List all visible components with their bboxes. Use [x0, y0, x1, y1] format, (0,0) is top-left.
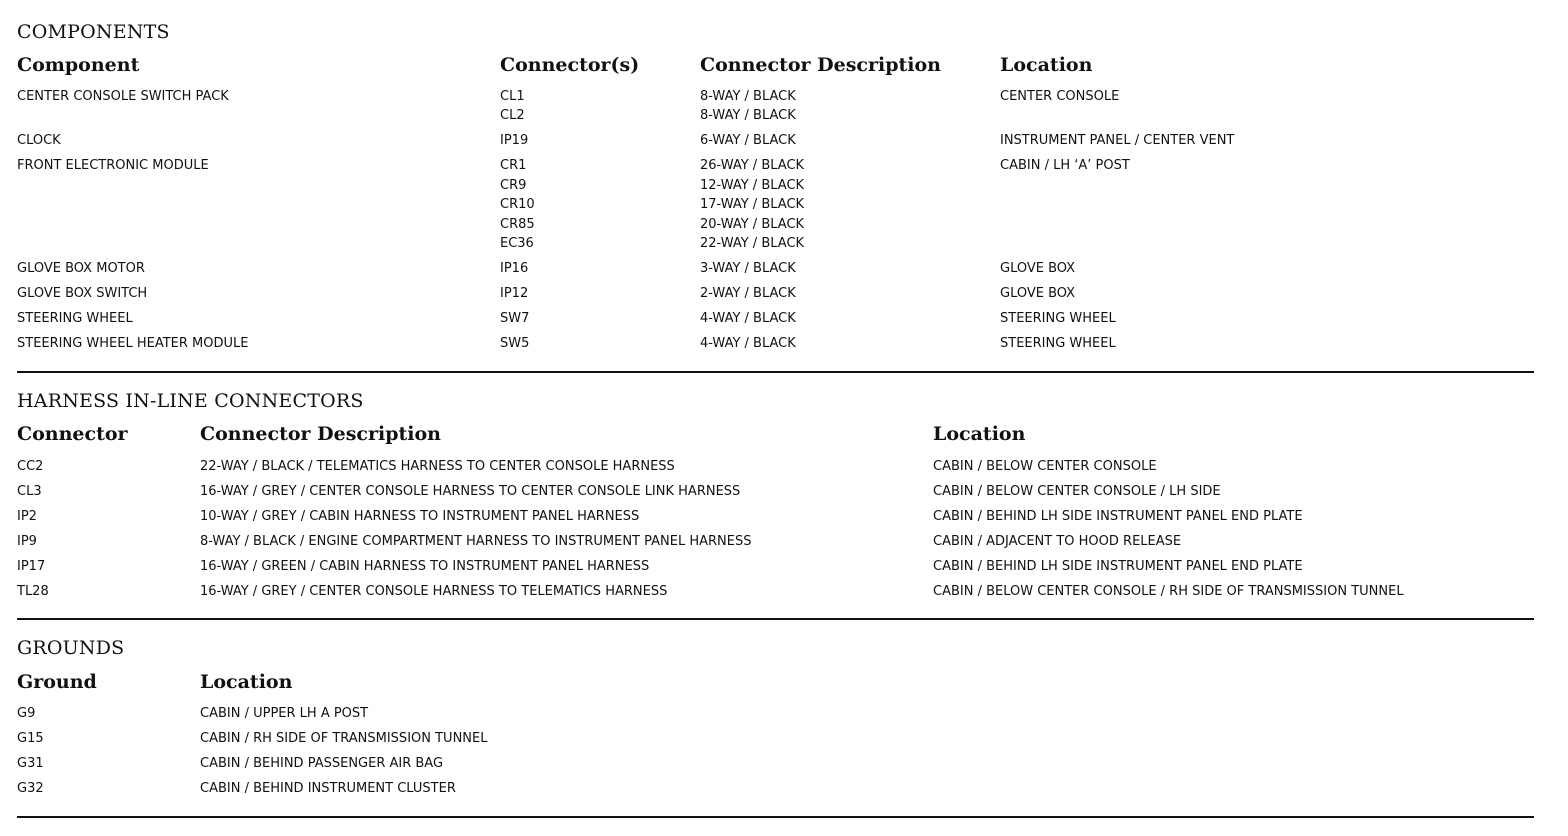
ground-id: G32	[17, 781, 44, 796]
component-connector-description: 2-WAY / BLACK	[700, 286, 796, 301]
components-header-connectors: Connector(s)	[500, 54, 640, 76]
harness-description: 8-WAY / BLACK / ENGINE COMPARTMENT HARNESS TO INSTRUMENT PANEL HARNESS	[200, 534, 752, 549]
component-connector: SW7	[500, 311, 530, 326]
component-location: STEERING WHEEL	[1000, 336, 1116, 351]
component-connector: CL2	[500, 108, 525, 123]
grounds-header-location: Location	[200, 671, 293, 693]
components-header-component: Component	[17, 54, 140, 76]
component-connector: CL1	[500, 89, 525, 104]
component-connector-description: 3-WAY / BLACK	[700, 261, 796, 276]
harness-connector: IP17	[17, 559, 46, 574]
components-header-location: Location	[1000, 54, 1093, 76]
ground-id: G9	[17, 706, 36, 721]
component-location: INSTRUMENT PANEL / CENTER VENT	[1000, 133, 1235, 148]
component-connector: CR1	[500, 158, 527, 173]
harness-header-description: Connector Description	[200, 423, 441, 445]
component-location: CENTER CONSOLE	[1000, 89, 1120, 104]
component-connector: CR85	[500, 217, 535, 232]
component-connector: SW5	[500, 336, 530, 351]
harness-description: 10-WAY / GREY / CABIN HARNESS TO INSTRUMENT PANEL HARNESS	[200, 509, 640, 524]
harness-location: CABIN / BELOW CENTER CONSOLE	[933, 459, 1157, 474]
components-section-title: COMPONENTS	[17, 21, 170, 43]
harness-header-connector: Connector	[17, 423, 128, 445]
component-name: STEERING WHEEL HEATER MODULE	[17, 336, 249, 351]
component-location: GLOVE BOX	[1000, 286, 1076, 301]
component-location: GLOVE BOX	[1000, 261, 1076, 276]
ground-location: CABIN / BEHIND INSTRUMENT CLUSTER	[200, 781, 456, 796]
grounds-section-title: GROUNDS	[17, 637, 125, 659]
components-header-description: Connector Description	[700, 54, 941, 76]
component-name: STEERING WHEEL	[17, 311, 133, 326]
component-connector-description: 12-WAY / BLACK	[700, 178, 805, 193]
component-location: CABIN / LH ‘A’ POST	[1000, 158, 1130, 173]
component-connector-description: 6-WAY / BLACK	[700, 133, 796, 148]
component-location: STEERING WHEEL	[1000, 311, 1116, 326]
component-connector: IP16	[500, 261, 529, 276]
component-connector-description: 26-WAY / BLACK	[700, 158, 805, 173]
harness-section-title: HARNESS IN-LINE CONNECTORS	[17, 390, 364, 412]
ground-location: CABIN / UPPER LH A POST	[200, 706, 369, 721]
ground-location: CABIN / RH SIDE OF TRANSMISSION TUNNEL	[200, 731, 488, 746]
component-connector-description: 8-WAY / BLACK	[700, 108, 796, 123]
component-connector-description: 4-WAY / BLACK	[700, 336, 796, 351]
component-connector: IP19	[500, 133, 529, 148]
section-divider	[17, 816, 1534, 818]
harness-location: CABIN / BEHIND LH SIDE INSTRUMENT PANEL END PLATE	[933, 509, 1303, 524]
component-connector: IP12	[500, 286, 529, 301]
component-name: CENTER CONSOLE SWITCH PACK	[17, 89, 229, 104]
component-name: FRONT ELECTRONIC MODULE	[17, 158, 209, 173]
component-name: GLOVE BOX SWITCH	[17, 286, 148, 301]
ground-id: G31	[17, 756, 44, 771]
component-connector-description: 17-WAY / BLACK	[700, 197, 805, 212]
grounds-header-ground: Ground	[17, 671, 97, 693]
component-connector: EC36	[500, 236, 534, 251]
section-divider	[17, 618, 1534, 620]
harness-connector: CC2	[17, 459, 44, 474]
harness-description: 16-WAY / GREEN / CABIN HARNESS TO INSTRUMENT PANEL HARNESS	[200, 559, 650, 574]
component-connector-description: 4-WAY / BLACK	[700, 311, 796, 326]
harness-connector: TL28	[17, 584, 49, 599]
component-connector: CR10	[500, 197, 535, 212]
component-name: CLOCK	[17, 133, 61, 148]
harness-location: CABIN / BEHIND LH SIDE INSTRUMENT PANEL END PLATE	[933, 559, 1303, 574]
section-divider	[17, 371, 1534, 373]
component-connector-description: 22-WAY / BLACK	[700, 236, 805, 251]
harness-description: 16-WAY / GREY / CENTER CONSOLE HARNESS TO TELEMATICS HARNESS	[200, 584, 668, 599]
ground-location: CABIN / BEHIND PASSENGER AIR BAG	[200, 756, 444, 771]
component-connector-description: 20-WAY / BLACK	[700, 217, 805, 232]
component-name: GLOVE BOX MOTOR	[17, 261, 145, 276]
component-connector-description: 8-WAY / BLACK	[700, 89, 796, 104]
harness-header-location: Location	[933, 423, 1026, 445]
harness-location: CABIN / ADJACENT TO HOOD RELEASE	[933, 534, 1182, 549]
component-connector: CR9	[500, 178, 527, 193]
ground-id: G15	[17, 731, 44, 746]
harness-location: CABIN / BELOW CENTER CONSOLE / RH SIDE OF TRANSMISSION TUNNEL	[933, 584, 1404, 599]
harness-connector: IP9	[17, 534, 37, 549]
harness-location: CABIN / BELOW CENTER CONSOLE / LH SIDE	[933, 484, 1221, 499]
harness-connector: CL3	[17, 484, 42, 499]
harness-connector: IP2	[17, 509, 37, 524]
harness-description: 22-WAY / BLACK / TELEMATICS HARNESS TO CENTER CONSOLE HARNESS	[200, 459, 675, 474]
harness-description: 16-WAY / GREY / CENTER CONSOLE HARNESS TO CENTER CONSOLE LINK HARNESS	[200, 484, 741, 499]
